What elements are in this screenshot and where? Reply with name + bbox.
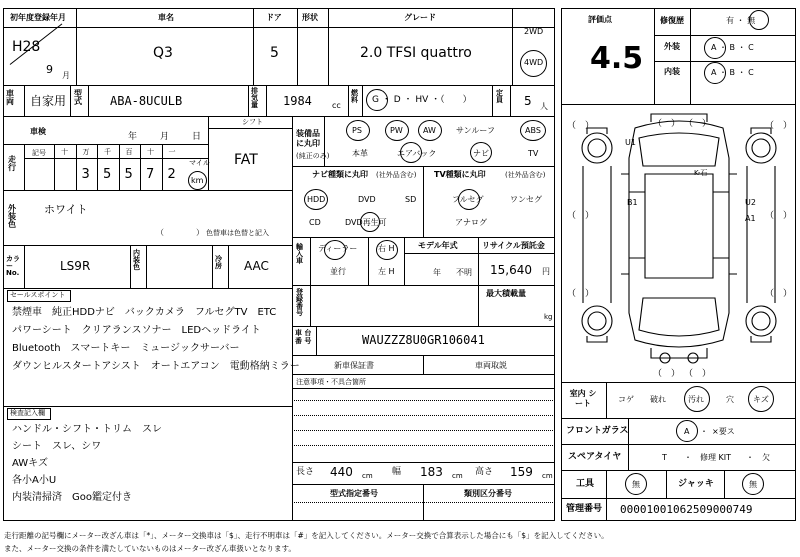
usage: 自家用 — [30, 94, 67, 108]
diagram-k-stone: K-石 — [694, 169, 708, 177]
odometer-digit-label: 千 — [104, 148, 111, 156]
equipment-leather: 本革 — [352, 149, 368, 158]
footer-note-1: 走行距離の記号欄にメーター改ざん車は「*」、メーター交換車は「$」、走行不明車は「#」を記入してください。メーター交換で合算表示した場合にも「$」を記入してください。 — [4, 531, 609, 540]
windshield-label: フロントガラス — [566, 426, 629, 436]
equipment-sunroof: サンルーフ — [456, 126, 495, 135]
selling-point-line: パワーシート クリアランスソナー LEDヘッドライト — [12, 325, 261, 336]
spare-missing: 欠 — [762, 453, 770, 462]
equipment-navi: ナビ — [473, 149, 489, 158]
spare-label: スペアタイヤ — [568, 452, 622, 462]
first-reg-label: 初年度登録年月 — [10, 13, 66, 22]
height-label: 高さ — [475, 467, 494, 477]
height-unit: cm — [542, 472, 553, 480]
door-label: ドア — [266, 13, 282, 22]
registration-label: 登 録 番 号 — [296, 288, 303, 317]
recycle-amount: 15,640 — [490, 263, 532, 277]
odometer-digit: 5 — [124, 167, 133, 182]
interior-sheet-label: 室内 シート — [569, 389, 597, 409]
score: 4.5 — [590, 41, 644, 76]
windshield-replace: ×要ス — [712, 427, 735, 436]
warranty-new-car: 新車保証書 — [334, 361, 374, 370]
ext-color-note: 色替車は色替と記入 — [206, 229, 269, 237]
spare-dot2: ・ — [746, 453, 754, 462]
score-label: 評価点 — [588, 15, 612, 24]
bracket: （ ） — [567, 121, 595, 131]
length-value: 440 — [330, 465, 353, 479]
shift: FAT — [234, 152, 258, 168]
recycle-yen: 円 — [542, 267, 550, 276]
shaken-year-unit: 年 — [128, 132, 138, 142]
model-year-unit: 年 — [433, 268, 441, 277]
import-parallel: 並行 — [330, 267, 346, 276]
equipment-aw: AW — [423, 126, 436, 135]
max-load-unit: kg — [544, 313, 553, 321]
diagram-a1: A1 — [745, 214, 756, 223]
damage-diagram — [565, 108, 793, 378]
warranty-manual: 車両取説 — [475, 361, 507, 370]
jack-label: ジャッキ — [678, 479, 714, 489]
equipment-label: 装備品に丸印 — [296, 129, 320, 149]
shaken-month-unit: 月 — [160, 132, 170, 142]
model-year-unknown: 不明 — [456, 268, 472, 277]
km-label: km — [191, 176, 204, 185]
tv-type-label: TV種類に丸印 — [434, 170, 486, 179]
chassis-number: WAUZZZ8U0GR106041 — [362, 333, 485, 347]
tv-analog: アナログ — [455, 218, 487, 227]
person-unit: 人 — [540, 102, 548, 111]
notes-label: 注意事項・不具合箇所 — [296, 378, 366, 386]
repair-options: 有 ・ 無 — [726, 16, 756, 25]
nav-hdd: HDD — [307, 195, 326, 204]
import-right-hand: 右 H — [378, 244, 395, 253]
odometer-digit: 3 — [81, 167, 90, 182]
mgmt-label: 管理番号 — [566, 504, 603, 514]
repair-label: 修復歴 — [660, 16, 684, 25]
inspector-note-line: シート スレ、シワ — [12, 441, 102, 452]
interior-options: A ・ B ・ C — [711, 68, 754, 77]
capacity-label: 定 員 — [496, 89, 503, 104]
chassis-label: 車 台 番 号 — [295, 329, 312, 346]
import-dealer: ディーラー — [318, 244, 358, 253]
first-reg-month-unit: 月 — [62, 71, 70, 80]
type-designation-label: 型式指定番号 — [330, 489, 378, 498]
nav-dvd: DVD — [358, 195, 376, 204]
width-label: 幅 — [392, 467, 402, 477]
inspector-note-line: 内装清掃済 Goo鑑定付き — [12, 492, 132, 503]
ext-color-label: 外 装 色 — [8, 204, 16, 229]
odometer-divider — [119, 144, 120, 190]
width-value: 183 — [420, 465, 443, 479]
inspector-note-line: ハンドル・シフト・トリム スレ — [12, 424, 162, 435]
nav-type-label: ナビ種類に丸印 — [312, 170, 368, 179]
equipment-airbag: エアバック — [397, 149, 437, 158]
bracket: （ ） — [765, 121, 793, 131]
selling-points-list — [12, 305, 300, 375]
ext-color-paren: （ — [156, 228, 164, 237]
cc-unit: cc — [332, 101, 341, 110]
nav-type-sub: (社外品含む) — [376, 171, 417, 179]
exterior-label: 外装 — [664, 42, 680, 51]
selling-points-label: セールスポイント — [10, 291, 66, 299]
ac-value: AAC — [244, 259, 269, 273]
odometer-divider — [54, 144, 55, 190]
bracket: （ ） — [653, 369, 681, 379]
odometer-digit-label: 十 — [61, 148, 68, 156]
model: ABA-8UCULB — [110, 94, 183, 108]
displacement-label: 排気量 — [251, 87, 258, 109]
tv-type-sub: (社外品含む) — [505, 171, 546, 179]
odometer-digit-label: 万 — [82, 148, 90, 156]
interior-hole: 穴 — [726, 395, 734, 404]
odometer-digit: 5 — [103, 167, 112, 182]
diagram-u1: U1 — [625, 138, 636, 147]
selling-point-line: ダウンヒルスタートアシスト オートエアコン 電動格納ミラー — [12, 361, 300, 372]
interior-label: 内装 — [664, 67, 680, 76]
length-unit: cm — [362, 472, 373, 480]
interior-burn: コゲ — [618, 395, 634, 404]
bracket: （ ） — [684, 119, 712, 129]
spare-kit: 修理 KIT — [700, 453, 732, 462]
equipment-abs: ABS — [525, 126, 541, 135]
first-reg-month: 9 — [46, 63, 53, 76]
mgmt-number: 00001001062509000749 — [620, 503, 753, 516]
grade: 2.0 TFSI quattro — [360, 45, 472, 61]
shaken-label: 車検 — [30, 127, 46, 136]
windshield-dot: ・ — [700, 427, 708, 436]
bracket: （ ） — [765, 211, 793, 221]
displacement: 1984 — [283, 94, 312, 108]
length-label: 長さ — [296, 467, 315, 477]
bracket: （ ） — [684, 369, 712, 379]
first-reg-era: H28 — [12, 39, 41, 55]
symbol-label: 記号 — [32, 149, 46, 157]
nav-sd: SD — [405, 195, 417, 204]
interior-tear: 破れ — [650, 395, 666, 404]
color-code-label: カラー No. — [6, 255, 20, 277]
footer-note-2: また、メーター交換の条件を満たしていないものはメーター改ざん車扱いとなります。 — [4, 544, 296, 553]
diagram-b1: B1 — [627, 198, 638, 207]
windshield-a: A — [684, 427, 690, 436]
mile-label: マイル — [189, 159, 210, 167]
interior-stain: 汚れ — [688, 395, 704, 404]
equipment-pw: PW — [390, 126, 403, 135]
odometer-digit: 7 — [146, 167, 155, 182]
odometer-divider — [97, 144, 98, 190]
shaken-day-unit: 日 — [192, 132, 202, 142]
recycle-label: リサイクル預託金 — [482, 241, 545, 250]
nav-dvd-play: DVD再生可 — [345, 218, 387, 227]
odometer-divider — [140, 144, 141, 190]
bracket: （ ） — [567, 211, 595, 221]
capacity: 5 — [524, 94, 532, 108]
height-value: 159 — [510, 465, 533, 479]
odometer-divider — [76, 144, 77, 190]
category-label: 類別区分番号 — [464, 489, 512, 498]
door-count: 5 — [270, 45, 279, 61]
ext-color-paren-close: ） — [196, 228, 204, 237]
car-name: Q3 — [153, 45, 173, 61]
inspector-note-line: AWキズ — [12, 458, 48, 469]
model-year-label: モデル年式 — [418, 241, 458, 250]
equipment-tv: TV — [528, 149, 539, 158]
width-unit: cm — [452, 472, 463, 480]
jack-value: 無 — [749, 480, 757, 489]
inspector-note-line: 各小A小U — [12, 475, 57, 486]
tv-oneseg: ワンセグ — [510, 195, 542, 204]
odometer-digit-label: 百 — [125, 148, 133, 156]
tv-fullseg: フルセグ — [452, 195, 484, 204]
equipment-sub: (純正のみ) — [296, 152, 330, 160]
fuel-label: 燃 料 — [351, 89, 358, 104]
diagram-u2: U2 — [745, 198, 756, 207]
inspector-notes — [12, 421, 290, 506]
bracket: （ ） — [765, 289, 793, 299]
interior-color-label: 内 装 色 — [133, 249, 140, 271]
selling-point-line: Bluetooth スマートキー ミュージックサーバー — [12, 343, 240, 354]
inspector-label: 検査記入欄 — [10, 409, 45, 417]
fuel-options: G ・ D ・ HV ・（ ） — [372, 95, 472, 105]
spare-t: T — [662, 453, 667, 462]
grade-label: グレード — [404, 13, 436, 22]
usage-label: 車 両 — [6, 89, 14, 106]
nav-cd: CD — [309, 218, 321, 227]
interior-scratch: キズ — [753, 395, 769, 404]
model-label: 型 式 — [74, 89, 82, 106]
shift-label: シフト — [242, 118, 263, 126]
mileage-label: 走 行 — [8, 155, 16, 172]
equipment-ps: PS — [352, 126, 362, 135]
spare-dot1: ・ — [684, 453, 692, 462]
tools-value: 無 — [632, 480, 640, 489]
car-name-label: 車名 — [158, 13, 174, 22]
drive-2wd: 2WD — [524, 27, 544, 36]
selling-point-line: 禁煙車 純正HDDナビ バックカメラ フルセグTV ETC — [12, 307, 277, 318]
odometer-digit-label: 一 — [168, 148, 176, 156]
import-label: 輸 入 車 — [296, 243, 303, 265]
import-left-hand: 左 H — [378, 267, 395, 276]
drive-4wd: 4WD — [524, 58, 544, 67]
color-code: LS9R — [60, 259, 91, 273]
ac-label: 冷 房 — [215, 255, 222, 270]
exterior-options: A ・ B ・ C — [711, 43, 754, 52]
bracket: （ ） — [653, 119, 681, 129]
bracket: （ ） — [567, 289, 595, 299]
ext-color: ホワイト — [44, 203, 88, 216]
odometer-digit: 2 — [167, 167, 176, 182]
shape-label: 形状 — [302, 13, 318, 22]
tools-label: 工具 — [576, 479, 595, 489]
odometer-divider — [162, 144, 163, 190]
max-load-label: 最大積載量 — [486, 289, 526, 298]
odometer-digit-label: 十 — [147, 148, 154, 156]
